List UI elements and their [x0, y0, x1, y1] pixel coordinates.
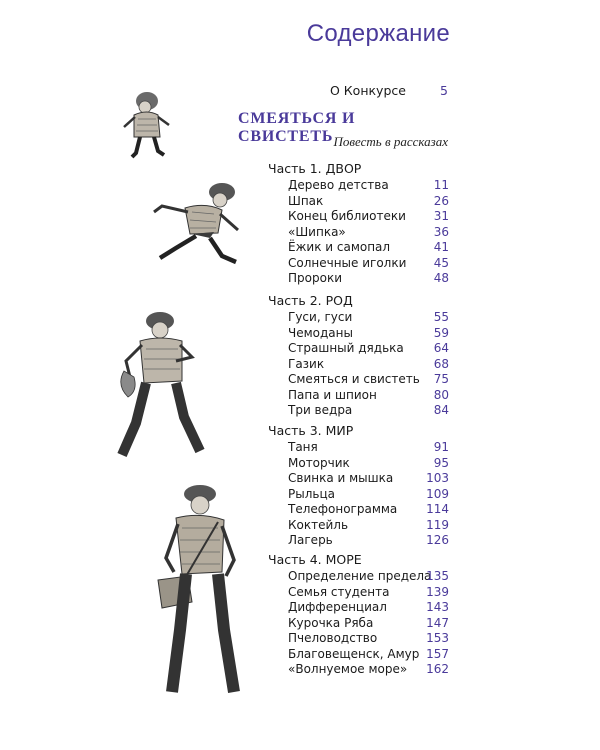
toc-chapter[interactable] — [272, 456, 449, 472]
part-heading: Часть 1. ДВОР — [268, 161, 362, 176]
section-subtitle: Повесть в рассказах — [333, 134, 448, 149]
toc-chapter[interactable] — [272, 600, 449, 616]
chapter-title: Дерево детства — [288, 178, 389, 192]
chapter-page: 103 — [426, 471, 449, 485]
chapter-title: Гуси, гуси — [288, 310, 353, 324]
toddler-illustration — [112, 85, 182, 165]
toc-chapter[interactable] — [272, 372, 449, 388]
chapter-title: Шпак — [288, 193, 324, 208]
chapter-page: 143 — [426, 600, 449, 614]
chapter-title: Курочка Ряба — [288, 615, 374, 630]
chapter-page: 48 — [433, 271, 449, 285]
chapter-title: «Шипка» — [288, 224, 346, 239]
chapter-title: Папа и шпион — [288, 387, 377, 402]
chapter-page: 11 — [433, 178, 449, 192]
chapter-page: 114 — [426, 502, 449, 516]
chapter-title: Свинка и мышка — [288, 471, 394, 485]
chapter-title: Коктейль — [288, 517, 349, 532]
chapter-page: 75 — [433, 372, 449, 386]
toc-entry-page: 5 — [440, 83, 448, 98]
toc-chapter[interactable] — [272, 616, 449, 632]
chapter-page: 45 — [433, 255, 449, 270]
boy-with-bag-illustration — [138, 480, 253, 700]
toc-chapter[interactable] — [272, 194, 449, 210]
chapter-title: Пророки — [288, 271, 342, 285]
page-title: Содержание — [306, 20, 450, 47]
chapter-title: Рыльца — [288, 486, 335, 501]
chapter-title: Газик — [288, 356, 325, 371]
toc-chapter[interactable] — [272, 256, 449, 272]
toc-chapter[interactable] — [272, 662, 449, 678]
chapter-page: 91 — [433, 440, 449, 454]
chapter-page: 31 — [433, 209, 449, 223]
toc-chapter[interactable] — [272, 225, 449, 241]
toc-chapter[interactable] — [272, 533, 449, 549]
chapter-title: Чемоданы — [288, 325, 353, 340]
toc-chapter[interactable] — [272, 518, 449, 534]
toc-chapter[interactable] — [272, 471, 449, 487]
chapter-title: Три ведра — [288, 403, 353, 417]
toc-chapter[interactable] — [272, 310, 449, 326]
toc-chapter[interactable] — [272, 569, 449, 585]
chapter-title: Таня — [288, 440, 318, 454]
toc-part-4 — [268, 551, 449, 678]
chapter-title: Моторчик — [288, 455, 350, 470]
chapter-page: 55 — [433, 310, 449, 324]
chapter-page: 119 — [426, 517, 449, 532]
part-heading: Часть 3. МИР — [268, 423, 354, 438]
chapter-page: 41 — [433, 240, 449, 254]
section-title: СМЕЯТЬСЯ И СВИСТЕТЬ — [238, 110, 356, 145]
toc-chapter[interactable] — [272, 240, 449, 256]
toc-chapter[interactable] — [272, 440, 449, 456]
toc-chapter[interactable] — [272, 403, 449, 419]
toc-part-1 — [268, 160, 449, 287]
toc-chapter[interactable] — [272, 341, 449, 357]
toc-chapter[interactable] — [272, 209, 449, 225]
chapter-page: 36 — [433, 224, 449, 239]
chapter-page: 59 — [433, 325, 449, 340]
chapter-page: 153 — [426, 631, 449, 645]
chapter-title: Страшный дядька — [288, 341, 404, 355]
toc-chapter[interactable] — [272, 502, 449, 518]
toc-chapter[interactable] — [272, 388, 449, 404]
chapter-page: 95 — [433, 455, 449, 470]
chapter-page: 84 — [433, 403, 449, 417]
chapter-title: Семья студента — [288, 584, 390, 599]
part-heading: Часть 2. РОД — [268, 293, 353, 308]
chapter-page: 80 — [433, 387, 449, 402]
toc-chapter[interactable] — [272, 326, 449, 342]
toc-chapter[interactable] — [272, 631, 449, 647]
chapter-page: 26 — [433, 193, 449, 208]
chapter-title: Телефонограмма — [288, 502, 398, 516]
toc-chapter[interactable] — [272, 585, 449, 601]
chapter-page: 64 — [433, 341, 449, 355]
toc-entry-contest[interactable] — [330, 83, 448, 99]
chapter-title: Дифференциал — [288, 600, 387, 614]
chapter-page: 162 — [426, 662, 449, 676]
part-heading: Часть 4. МОРЕ — [268, 552, 362, 567]
boy-with-goose-illustration — [108, 305, 223, 465]
toc-chapter[interactable] — [272, 178, 449, 194]
chapter-title: Конец библиотеки — [288, 209, 406, 223]
toc-part-2 — [268, 292, 449, 419]
chapter-page: 109 — [426, 486, 449, 501]
toc-entry-label: О Конкурсе — [330, 83, 406, 98]
toc-part-3 — [268, 422, 449, 549]
toc-chapter[interactable] — [272, 647, 449, 663]
chapter-page: 126 — [426, 533, 449, 547]
chapter-title: «Волнуемое море» — [288, 662, 408, 676]
chapter-title: Определение предела — [288, 569, 432, 583]
chapter-title: Ёжик и самопал — [288, 240, 391, 254]
chapter-page: 157 — [426, 646, 449, 661]
chapter-title: Благовещенск, Амур — [288, 646, 420, 661]
chapter-page: 135 — [426, 569, 449, 583]
toc-chapter[interactable] — [272, 271, 449, 287]
chapter-page: 147 — [426, 615, 449, 630]
chapter-page: 139 — [426, 584, 449, 599]
chapter-title: Пчеловодство — [288, 631, 378, 645]
toc-chapter[interactable] — [272, 487, 449, 503]
chapter-page: 68 — [433, 356, 449, 371]
chapter-title: Солнечные иголки — [288, 255, 407, 270]
toc-chapter[interactable] — [272, 357, 449, 373]
chapter-title: Смеяться и свистеть — [288, 372, 420, 386]
running-boy-illustration — [140, 178, 255, 278]
chapter-title: Лагерь — [288, 533, 333, 547]
